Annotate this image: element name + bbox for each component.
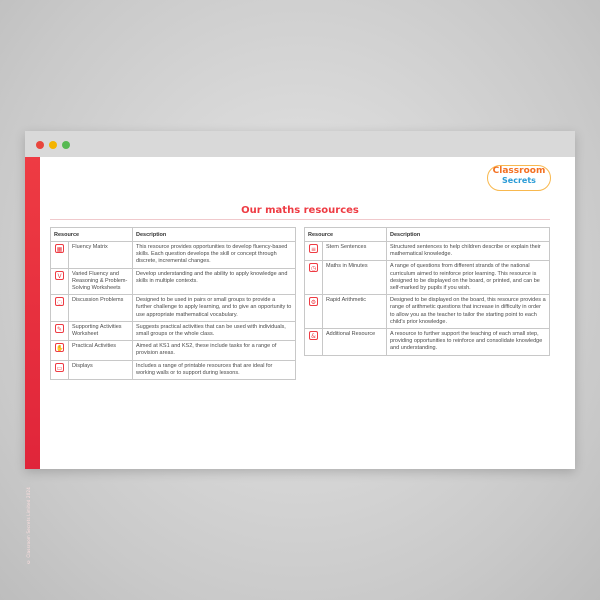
resource-description: Structured sentences to help children describe or explain their mathematical knowledge.: [387, 242, 550, 261]
displays-icon: ▭: [56, 364, 63, 372]
close-window-button[interactable]: [36, 141, 44, 149]
resource-icon-cell: [305, 261, 323, 295]
minimize-window-button[interactable]: [49, 141, 57, 149]
browser-window: [25, 131, 575, 565]
resource-name: Maths in Minutes: [323, 261, 387, 295]
resource-name: Displays: [69, 360, 133, 379]
logo-line-1: Classroom: [492, 166, 546, 176]
varied-fluency-icon: V: [55, 271, 64, 280]
resource-name: Stem Sentences: [323, 242, 387, 261]
classroom-secrets-logo: [487, 167, 551, 191]
rapid-arithmetic-icon: ⚙: [310, 299, 317, 307]
resource-icon-cell: [305, 329, 323, 356]
column-header-description: Description: [387, 228, 550, 242]
resource-icon-cell: [51, 341, 69, 360]
supporting-activities-icon: ✎: [56, 325, 63, 333]
title-bar: [25, 131, 575, 157]
resource-name: Rapid Arithmetic: [323, 295, 387, 329]
resource-icon-cell: [305, 295, 323, 329]
table-header-row: [51, 228, 296, 242]
fluency-matrix-icon: ▦: [56, 246, 63, 253]
table-row: [51, 321, 296, 340]
resource-icon-cell: [305, 242, 323, 261]
resource-name: Varied Fluency and Reasoning & Problem-Solving Worksheets: [69, 268, 133, 295]
table-row: [305, 261, 550, 295]
table-row: [51, 341, 296, 360]
resource-description: This resource provides opportunities to develop fluency-based skills. Each question develops the skill or concept through discrete, incremental changes.: [133, 242, 296, 269]
resource-description: A resource to further support the teaching of each small step, providing opportunities to reinforce and consolidate knowledge and understanding.: [387, 329, 550, 356]
column-header-description: Description: [133, 228, 296, 242]
table-row: [305, 242, 550, 261]
copyright-text: © Classroom Secrets Limited 2024: [26, 487, 31, 565]
resource-name: Supporting Activities Worksheet: [69, 321, 133, 340]
table-row: [305, 295, 550, 329]
resources-table-right: [304, 227, 550, 356]
red-side-strip: [25, 157, 40, 565]
resource-name: Practical Activities: [69, 341, 133, 360]
additional-resource-icon: &: [309, 331, 318, 340]
resource-description: Develop understanding and the ability to apply knowledge and skills in multiple contexts.: [133, 268, 296, 295]
title-divider: [50, 219, 550, 220]
resource-description: A range of questions from different strands of the national curriculum aimed to reinforce prior learning. This resource is designed to be displayed on the board, or printed, and can be self-marked by pupils if you wish.: [387, 261, 550, 295]
table-row: [51, 242, 296, 269]
stem-sentences-icon: ≡: [310, 246, 317, 253]
resource-name: Discussion Problems: [69, 295, 133, 322]
column-header-resource: Resource: [305, 228, 387, 242]
logo-line-2: Secrets: [502, 176, 536, 185]
resource-description: Suggests practical activities that can be used with individuals, small groups or the whole class.: [133, 321, 296, 340]
table-row: [51, 268, 296, 295]
practical-activities-icon: ✋: [56, 345, 64, 353]
maximize-window-button[interactable]: [62, 141, 70, 149]
resource-description: Designed to be displayed on the board, this resource provides a range of arithmetic questions that increase in difficulty in order to allow you as the teacher to tailor the starting point to each child's prior knowledge.: [387, 295, 550, 329]
resource-icon-cell: [51, 321, 69, 340]
resource-icon-cell: [51, 268, 69, 295]
resource-description: Designed to be used in pairs or small groups to provide a further challenge to apply learning, and to give an opportunity to use appropriate mathematical vocabulary.: [133, 295, 296, 322]
table-row: [305, 329, 550, 356]
resource-description: Aimed at KS1 and KS2, these include tasks for a range of provision areas.: [133, 341, 296, 360]
resource-name: Additional Resource: [323, 329, 387, 356]
resource-icon-cell: [51, 295, 69, 322]
table-header-row: [305, 228, 550, 242]
discussion-icon: ◌: [56, 299, 63, 307]
resource-icon-cell: [51, 242, 69, 269]
maths-in-minutes-icon: ◷: [310, 265, 317, 273]
page-title: Our maths resources: [241, 205, 359, 216]
resource-name: Fluency Matrix: [69, 242, 133, 269]
column-header-resource: Resource: [51, 228, 133, 242]
resource-icon-cell: [51, 360, 69, 379]
table-row: [51, 295, 296, 322]
resource-description: Includes a range of printable resources that are ideal for working walls or to support during lessons.: [133, 360, 296, 379]
resources-table-left: [50, 227, 296, 380]
table-row: [51, 360, 296, 379]
